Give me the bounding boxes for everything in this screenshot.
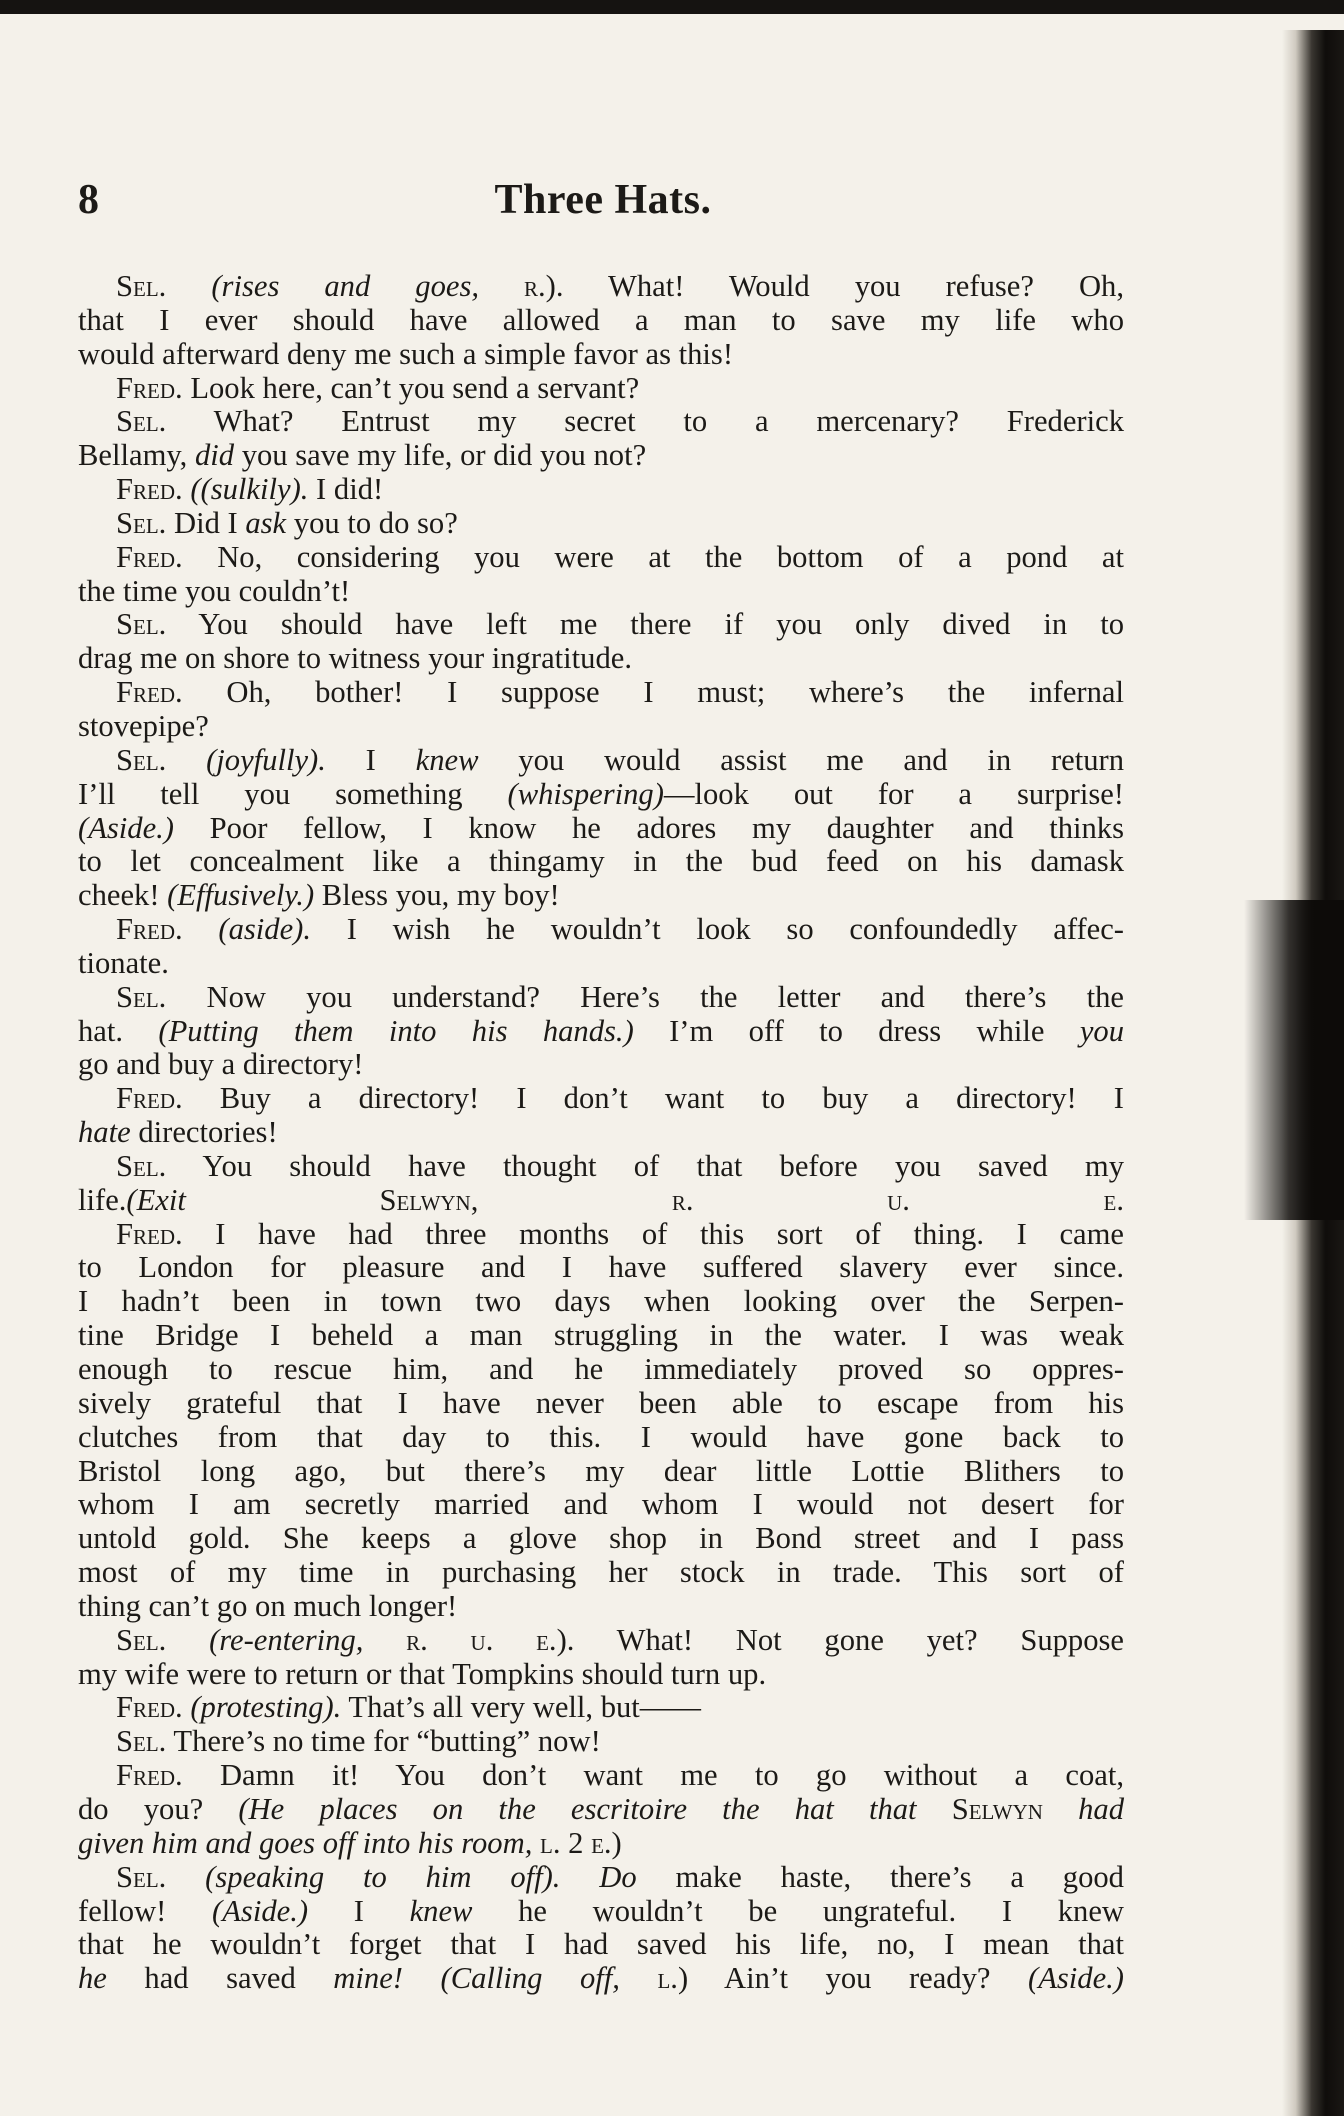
text-line: [78, 1150, 1124, 1184]
text-line: [78, 1658, 1124, 1692]
dialogue-text: tine Bridge I beheld a man struggling in the water. I was weak: [78, 1318, 1124, 1353]
dialogue-text: [403, 1961, 441, 1995]
dialogue-text: cheek!: [78, 878, 168, 913]
speaker-or-direction-smallcaps: Sel.: [116, 607, 167, 642]
stage-direction: (whispering): [507, 776, 664, 811]
text-line: [78, 405, 1124, 439]
dialogue-text: to London for pleasure and I have suffered slavery ever since.: [78, 1250, 1124, 1285]
dialogue-text: Bellamy,: [78, 438, 195, 473]
text-line: [78, 372, 1124, 406]
text-line: [78, 1962, 1124, 1996]
stage-direction: knew: [415, 742, 479, 777]
text-line: [78, 270, 1124, 304]
text-line: [78, 913, 1124, 947]
text-line: [78, 1116, 1124, 1150]
speaker-or-direction-smallcaps: Fred.: [116, 1081, 183, 1116]
dialogue-text: Did I: [166, 505, 246, 540]
dialogue-text: life.: [78, 1182, 127, 1217]
dialogue-text: enough to rescue him, and he immediately proved so oppres-: [78, 1352, 1124, 1386]
dialogue-text: had saved: [106, 1961, 334, 1996]
text-line: [78, 778, 1124, 812]
dialogue-text: You should have thought of that before you saved my: [166, 1148, 1124, 1183]
dialogue-text: There’s no time for “butting” now!: [166, 1724, 601, 1759]
text-line: [78, 1895, 1124, 1929]
text-line: [78, 1455, 1124, 1489]
text-line: [78, 1285, 1124, 1319]
dialogue-text: ): [611, 1825, 622, 1860]
speaker-or-direction-smallcaps: Fred.: [116, 912, 183, 947]
speaker-or-direction-smallcaps: Sel.: [116, 979, 167, 1014]
text-line: [78, 1184, 1124, 1218]
dialogue-text: stovepipe?: [78, 708, 209, 743]
speaker-or-direction-smallcaps: Fred.: [116, 539, 183, 574]
dialogue-text: Damn it! You don’t want me to go without a coat,: [182, 1758, 1124, 1793]
dialogue-text: That’s all very well, but——: [341, 1690, 701, 1725]
stage-direction: Do: [599, 1859, 637, 1894]
stage-direction: given him and goes off into his room,: [78, 1825, 540, 1860]
speaker-or-direction-smallcaps: Fred.: [116, 472, 183, 507]
text-line: [78, 439, 1124, 473]
stage-direction: (speaking to him off).: [205, 1859, 561, 1894]
speaker-or-direction-smallcaps: l.: [657, 1961, 678, 1996]
dialogue-text: do you?: [78, 1791, 239, 1826]
speaker-or-direction-smallcaps: Selwyn: [951, 1791, 1043, 1826]
text-line: [78, 981, 1124, 1015]
dialogue-text: [166, 1860, 205, 1894]
dialogue-text: to let concealment like a thingamy in the bud feed on his damask: [78, 844, 1124, 879]
text-line: [78, 1353, 1124, 1387]
dialogue-text: you save my life, or did you not?: [234, 438, 647, 473]
speaker-or-direction-smallcaps: Fred.: [116, 1690, 183, 1725]
text-line: [78, 1827, 1124, 1861]
text-line: [78, 1759, 1124, 1793]
text-line: [78, 1251, 1124, 1285]
stage-direction: ((sulkily).: [190, 472, 309, 507]
stage-direction: (Effusively.): [167, 878, 315, 913]
text-line: [78, 710, 1124, 744]
speaker-or-direction-smallcaps: Fred.: [116, 1216, 183, 1251]
stage-direction: hate: [78, 1115, 131, 1150]
speaker-or-direction-smallcaps: Sel.: [116, 1724, 167, 1759]
text-line: [78, 812, 1124, 846]
dialogue-text: [560, 1860, 599, 1894]
text-line: [78, 338, 1124, 372]
speaker-or-direction-smallcaps: Sel.: [116, 269, 167, 303]
dialogue-text: I’m off to dress while: [633, 1013, 1080, 1048]
dialogue-text: Poor fellow, I know he adores my daughter and thinks: [174, 810, 1124, 845]
text-line: [78, 845, 1124, 879]
text-line: [78, 1861, 1124, 1895]
text-line: [78, 608, 1124, 642]
text-line: [78, 1590, 1124, 1624]
dialogue-text: fellow!: [78, 1893, 213, 1928]
stage-direction: had: [1042, 1791, 1124, 1826]
speaker-or-direction-smallcaps: Fred.: [116, 1758, 183, 1793]
text-line: [78, 507, 1124, 541]
text-line: [78, 1082, 1124, 1116]
dialogue-text: No, considering you were at the bottom of a pond at: [182, 539, 1124, 574]
text-line: [78, 879, 1124, 913]
dialogue-text: I hadn’t been in town two days when looking over the Serpen-: [78, 1284, 1124, 1319]
text-line: [78, 1421, 1124, 1455]
text-line: [78, 1015, 1124, 1049]
speaker-or-direction-smallcaps: Sel.: [116, 1622, 167, 1657]
text-line: [78, 744, 1124, 778]
speaker-or-direction-smallcaps: Sel.: [116, 1148, 167, 1183]
binding-shadow: [1244, 900, 1344, 1220]
stage-direction: (aside).: [218, 912, 311, 947]
stage-direction: (Exit: [126, 1182, 186, 1217]
dialogue-text: I’ll tell you something: [78, 776, 508, 811]
speaker-or-direction-smallcaps: Sel.: [116, 742, 167, 777]
text-line: [78, 1725, 1124, 1759]
stage-direction: (Aside.): [1028, 1961, 1124, 1996]
dialogue-text: —look out for a surprise!: [663, 776, 1124, 811]
dialogue-text: [166, 743, 206, 777]
dialogue-text: that he wouldn’t forget that I had saved his life, no, I mean that: [78, 1927, 1124, 1962]
dialogue-text: my wife were to return or that Tompkins should turn up.: [78, 1656, 767, 1691]
text-line: [78, 575, 1124, 609]
stage-direction: you: [1079, 1013, 1124, 1048]
dialogue-text: directories!: [130, 1115, 278, 1150]
dialogue-text: ) Ain’t you ready?: [677, 1961, 1028, 1996]
text-line: [78, 1218, 1124, 1252]
dialogue-text: Now you understand? Here’s the letter and there’s the: [166, 979, 1124, 1014]
dialogue-text: hat.: [78, 1013, 159, 1048]
text-line: [78, 1048, 1124, 1082]
dialogue-text: whom I am secretly married and whom I would not desert for: [78, 1487, 1124, 1522]
dialogue-text: you to do so?: [286, 505, 458, 540]
stage-direction: (Putting them into his hands.): [158, 1013, 634, 1048]
text-line: [78, 1387, 1124, 1421]
dialogue-text: would afterward deny me such a simple favor as this!: [78, 336, 734, 371]
play-text: [78, 270, 1124, 1996]
dialogue-text: You should have left me there if you only dived in to: [166, 607, 1124, 642]
speaker-or-direction-smallcaps: Selwyn, r. u. e.: [185, 1182, 1124, 1217]
dialogue-text: [183, 912, 219, 946]
text-line: [78, 947, 1124, 981]
stage-direction: (joyfully).: [206, 742, 326, 777]
speaker-or-direction-smallcaps: Sel.: [116, 1859, 167, 1894]
stage-direction: (Aside.): [212, 1893, 309, 1928]
text-line: [78, 1556, 1124, 1590]
text-line: [78, 1522, 1124, 1556]
dialogue-text: [166, 1623, 209, 1657]
dialogue-text: I: [325, 742, 416, 777]
text-line: [78, 1691, 1124, 1725]
dialogue-text: [166, 269, 211, 303]
text-line: [78, 1319, 1124, 1353]
stage-direction: (Calling off,: [440, 1961, 658, 1996]
stage-direction: ask: [245, 505, 287, 540]
speaker-or-direction-smallcaps: l. 2 e.: [540, 1825, 612, 1860]
speaker-or-direction-smallcaps: Sel.: [116, 505, 167, 540]
speaker-or-direction-smallcaps: r. u. e.: [406, 1622, 557, 1657]
dialogue-text: tionate.: [78, 945, 169, 980]
dialogue-text: you would assist me and in return: [478, 742, 1124, 777]
text-line: [78, 1624, 1124, 1658]
stage-direction: (rises and goes,: [211, 269, 525, 303]
stage-direction: (He places on the escritoire the hat that: [238, 1791, 952, 1826]
dialogue-text: Oh, bother! I suppose I must; where’s the infernal: [182, 675, 1124, 710]
speaker-or-direction-smallcaps: Fred.: [116, 370, 183, 405]
dialogue-text: I: [308, 1893, 410, 1928]
dialogue-text: he wouldn’t be ungrateful. I knew: [472, 1893, 1124, 1928]
dialogue-text: Bristol long ago, but there’s my dear little Lottie Blithers to: [78, 1453, 1124, 1488]
dialogue-text: Bless you, my boy!: [314, 878, 560, 913]
page-number: 8: [78, 177, 99, 223]
dialogue-text: that I ever should have allowed a man to save my life who: [78, 302, 1124, 337]
dialogue-text: Buy a directory! I don’t want to buy a directory! I: [182, 1081, 1124, 1116]
top-border-rule: [0, 0, 1344, 14]
dialogue-text: I did!: [308, 472, 384, 507]
page-header: [78, 176, 1128, 236]
stage-direction: he: [78, 1961, 107, 1996]
text-line: [78, 1928, 1124, 1962]
dialogue-text: ). What! Would you refuse? Oh,: [545, 269, 1124, 303]
text-line: [78, 1793, 1124, 1827]
dialogue-text: go and buy a directory!: [78, 1047, 364, 1082]
dialogue-text: the time you couldn’t!: [78, 573, 351, 608]
speaker-or-direction-smallcaps: r.: [524, 269, 546, 303]
stage-direction: knew: [409, 1893, 473, 1928]
dialogue-text: most of my time in purchasing her stock in trade. This sort of: [78, 1555, 1124, 1590]
dialogue-text: Look here, can’t you send a servant?: [182, 370, 640, 405]
running-title: Three Hats.: [494, 177, 712, 223]
dialogue-text: clutches from that day to this. I would have gone back to: [78, 1419, 1124, 1454]
text-line: [78, 676, 1124, 710]
speaker-or-direction-smallcaps: Fred.: [116, 675, 183, 710]
stage-direction: (re-entering,: [209, 1622, 407, 1657]
text-line: [78, 642, 1124, 676]
stage-direction: did: [194, 438, 235, 473]
dialogue-text: ). What! Not gone yet? Suppose: [556, 1622, 1125, 1657]
stage-direction: mine!: [333, 1961, 403, 1996]
speaker-or-direction-smallcaps: Sel.: [116, 404, 167, 439]
text-line: [78, 473, 1124, 507]
text-line: [78, 541, 1124, 575]
dialogue-text: sively grateful that I have never been able to escape from his: [78, 1385, 1124, 1420]
text-line: [78, 1488, 1124, 1522]
dialogue-text: What? Entrust my secret to a mercenary? Frederick: [166, 404, 1124, 439]
dialogue-text: I have had three months of this sort of thing. I came: [182, 1216, 1124, 1251]
dialogue-text: make haste, there’s a good: [636, 1859, 1124, 1894]
dialogue-text: I wish he wouldn’t look so confoundedly affec-: [311, 912, 1124, 947]
dialogue-text: untold gold. She keeps a glove shop in Bond street and I pass: [78, 1521, 1124, 1556]
stage-direction: (protesting).: [190, 1690, 342, 1725]
dialogue-text: drag me on shore to witness your ingratitude.: [78, 641, 632, 676]
stage-direction: (Aside.): [78, 810, 174, 845]
dialogue-text: thing can’t go on much longer!: [78, 1588, 458, 1623]
text-line: [78, 304, 1124, 338]
